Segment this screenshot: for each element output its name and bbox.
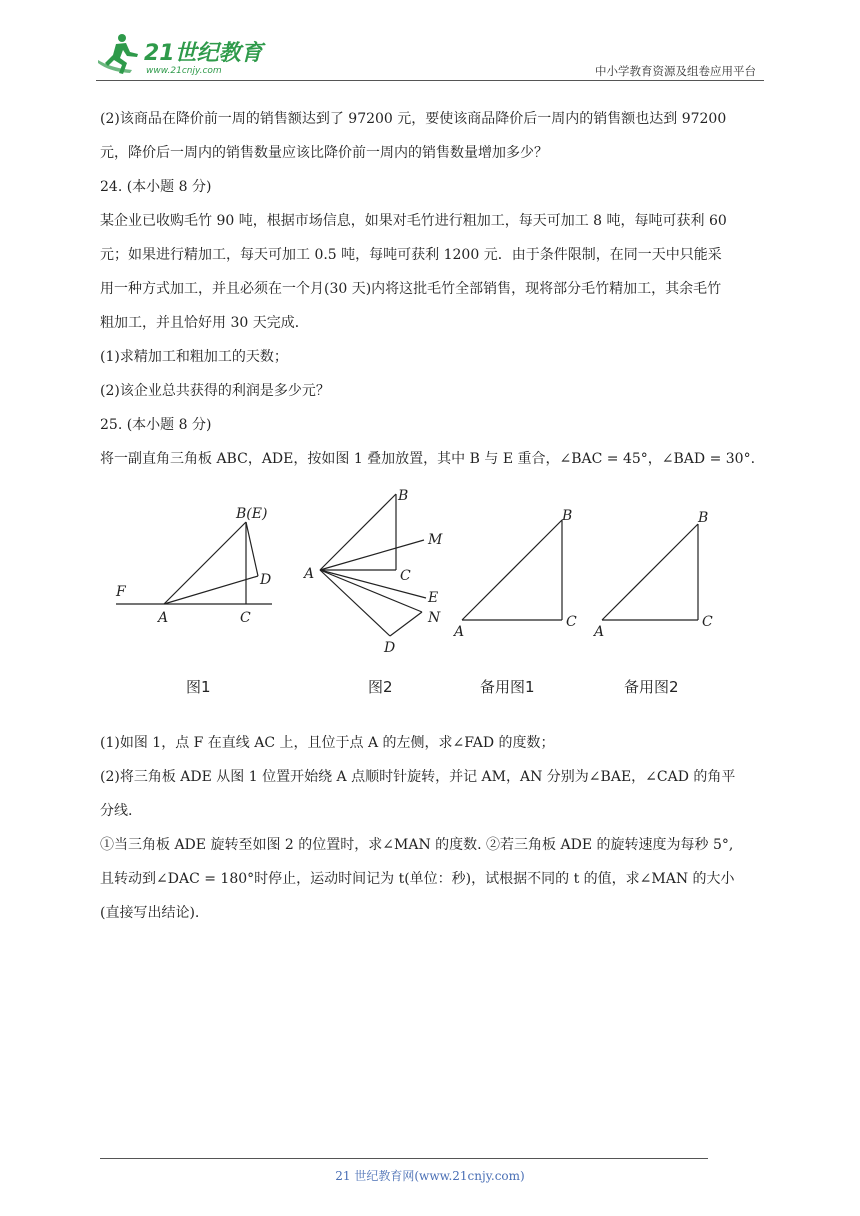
q23-part2-line1: (2)该商品在降价前一周的销售额达到了 97200 元，要使该商品降价后一周内的销售额也达到 97200 bbox=[100, 111, 727, 127]
runner-icon bbox=[98, 34, 138, 74]
q25-part3-line2: 且转动到∠DAC = 180°时停止，运动时间记为 t(单位：秒)，试根据不同的 t 的值，求∠MAN 的大小 bbox=[100, 871, 735, 887]
fig2-label-A: A bbox=[304, 566, 315, 582]
footer-divider bbox=[100, 1158, 708, 1159]
q24-title: 24. (本小题 8 分) bbox=[100, 179, 212, 195]
q24-part1: (1)求精加工和粗加工的天数； bbox=[100, 349, 288, 365]
q25-title: 25. (本小题 8 分) bbox=[100, 417, 212, 433]
q25-part2-line1: (2)将三角板 ADE 从图 1 位置开始绕 A 点顺时针旋转，并记 AM，AN 分别为∠BAE，∠CAD 的角平 bbox=[100, 769, 736, 785]
fig2-label-N: N bbox=[428, 610, 441, 626]
fig3-label-A: A bbox=[454, 624, 465, 640]
fig1-label-D: D bbox=[260, 572, 272, 588]
fig4-label-C: C bbox=[702, 614, 713, 630]
figure-1 bbox=[115, 506, 272, 696]
fig4-label-B: B bbox=[698, 510, 709, 526]
fig1-label-F: F bbox=[116, 584, 126, 600]
fig2-label-B: B bbox=[398, 488, 409, 504]
logo-url: www.21cnjy.com bbox=[146, 66, 222, 76]
backup-figure-1 bbox=[452, 508, 577, 696]
figures-row bbox=[100, 480, 764, 720]
fig3-label-B: B bbox=[562, 508, 573, 524]
fig4-caption: 备用图2 bbox=[624, 678, 679, 696]
logo-text: 21世纪教育 bbox=[144, 41, 263, 66]
q25-part2-line2: 分线. bbox=[100, 803, 133, 819]
header-slogan: 中小学教育资源及组卷应用平台 bbox=[595, 64, 756, 78]
fig1-caption: 图1 bbox=[186, 678, 211, 696]
fig1-label-C: C bbox=[240, 610, 251, 626]
fig2-caption: 图2 bbox=[368, 678, 393, 696]
fig1-label-A: A bbox=[158, 610, 169, 626]
figure-2 bbox=[302, 488, 443, 696]
fig2-label-M: M bbox=[428, 532, 443, 548]
geometry-figures bbox=[100, 480, 764, 720]
fig1-label-B: B(E) bbox=[236, 506, 268, 522]
q25-intro: 将一副直角三角板 ABC，ADE，按如图 1 叠加放置，其中 B 与 E 重合，∠BAC = 45°，∠BAD = 30°. bbox=[100, 451, 756, 467]
fig4-label-A: A bbox=[594, 624, 605, 640]
q25-part3-line1: ①当三角板 ADE 旋转至如图 2 的位置时，求∠MAN 的度数. ②若三角板 ADE 的旋转速度为每秒 5°, bbox=[100, 837, 734, 853]
q23-part2-line2: 元，降价后一周内的销售数量应该比降价前一周内的销售数量增加多少？ bbox=[100, 145, 548, 161]
logo bbox=[96, 30, 266, 78]
q24-line1: 某企业已收购毛竹 90 吨，根据市场信息，如果对毛竹进行粗加工，每天可加工 8 吨，每吨可获利 60 bbox=[100, 213, 727, 229]
document-body bbox=[100, 102, 764, 930]
q25-part1: (1)如图 1，点 F 在直线 AC 上，且位于点 A 的左侧，求∠FAD 的度数； bbox=[100, 735, 555, 751]
q24-line3: 用一种方式加工，并且必须在一个月(30 天)内将这批毛竹全部销售，现将部分毛竹精加工，其余毛竹 bbox=[100, 281, 722, 297]
fig3-caption: 备用图1 bbox=[480, 678, 535, 696]
fig2-label-C: C bbox=[400, 568, 411, 584]
fig2-label-E: E bbox=[428, 590, 439, 606]
header-divider bbox=[96, 80, 764, 81]
q24-line2: 元；如果进行精加工，每天可加工 0.5 吨，每吨可获利 1200 元．由于条件限制，在同一天中只能采 bbox=[100, 247, 722, 263]
fig3-label-C: C bbox=[566, 614, 577, 630]
q25-part3-line3: (直接写出结论). bbox=[100, 905, 200, 921]
footer-text: 21 世纪教育网(www.21cnjy.com) bbox=[335, 1169, 525, 1183]
backup-figure-2 bbox=[592, 510, 713, 696]
q24-part2: (2)该企业总共获得的利润是多少元？ bbox=[100, 383, 330, 399]
fig2-label-D: D bbox=[384, 640, 396, 656]
q24-line4: 粗加工，并且恰好用 30 天完成． bbox=[100, 315, 309, 331]
page-header bbox=[96, 30, 764, 82]
